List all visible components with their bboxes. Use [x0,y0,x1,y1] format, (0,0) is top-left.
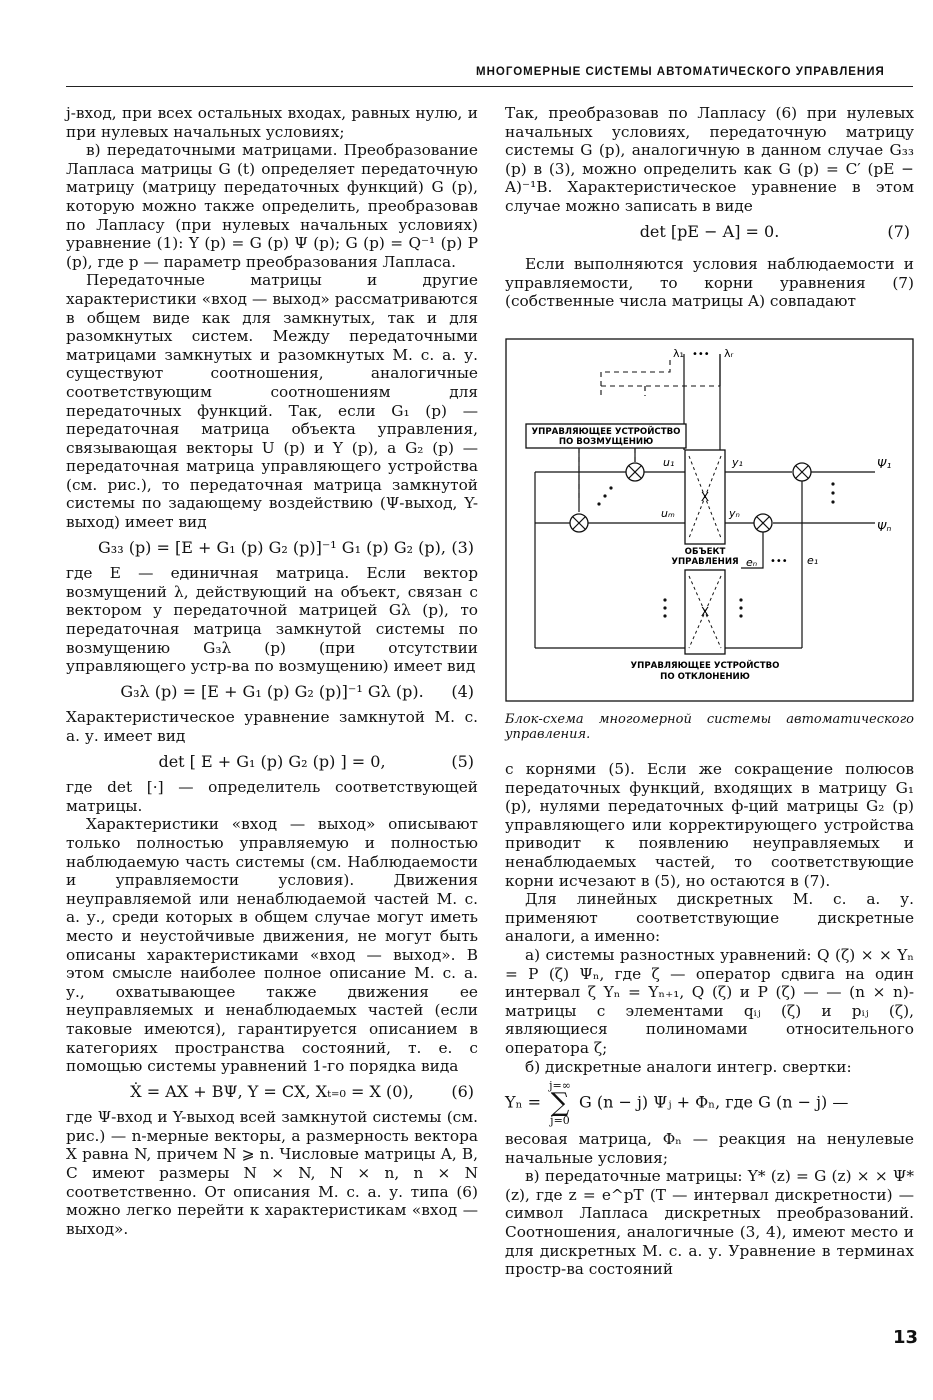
header-rule [66,86,913,87]
right-paragraph-7: весовая матрица, Φₙ — реакция на ненулевые начальные условия; [505,1130,914,1167]
left-paragraph-7: Характеристики «вход — выход» описывают только полностью управляемую и полностью наблюдаемую часть системы (см. Наблюдаемости и управляемости условия). Движения неуправляемой или ненаблюдаемой частей М. с. а. у., среди которых в общем случае могут иметь место и неустойчивые движения, не могут быть описаны характеристиками «вход — выход». В этом смысле наиболее полное описание М. с. а. у., охватывающее также движения ее неуправляемых и ненаблюдаемых частей (если таковые имеются), гарантируется описанием в категориях пространства состояний, т. е. с помощью системы уравнений 1-го порядка вида [66,815,478,1076]
sum-upper-limit: j=∞ [549,1079,571,1093]
feedforward-lines [579,448,635,512]
right-paragraph-4: Для линейных дискретных М. с. а. у. применяют соответствующие дискретные аналоги, а именно: [505,890,914,946]
left-paragraph-3: Передаточные матрицы и другие характеристики «вход — выход» рассматриваются в общем виде как для замкнутых, так и для разомкнутых систем. Между передаточными матрицами замкнутых и разомкнутых М. с. а. у. существуют соотношения, аналогичные соответствующим соотношениям для передаточных функций. Так, если G₁ (p) — передаточная матрица объекта управления, связывающая векторы U (p) и Y (p), а G₂ (p) — передаточная матрица управляющего устройства (см. рис.), то передаточная матрица замкнутой системы по задающему воздействию (Ψ-выход, Y-выход) имеет вид [66,271,478,532]
right-paragraph-3: с корнями (5). Если же сокращение полюсов передаточных функций, входящих в матрицу G₁ (p), нулями передаточных ф-ций матрицы G₂ (p) управляющего или корректирующего устройства приводит к появлению неуправляемых и ненаблюдаемых частей, то соответствующие корни исчезают в (5), но остаются в (7). [505,760,914,890]
right-column-bottom [505,760,914,1279]
right-paragraph-2: Если выполняются условия наблюдаемости и управляемости, то корни уравнения (7) (собственные числа матрицы A) совпадают [505,255,914,311]
block-diagram [505,338,914,702]
left-paragraph-5: Характеристическое уравнение замкнутой М. с. а. у. имеет вид [66,708,478,745]
running-head: МНОГОМЕРНЫЕ СИСТЕМЫ АВТОМАТИЧЕСКОГО УПРАВЛЕНИЯ [476,66,885,78]
right-column-top [505,104,914,311]
sum-symbol [549,1080,571,1126]
formula-4-number: (4) [451,681,474,701]
right-paragraph-5: а) системы разностных уравнений: Q (ζ) × × Yₙ = P (ζ) Ψₙ, где ζ — оператор сдвига на один интервал ζ Yₙ = Yₙ₊₁, Q (ζ) и P (ζ) — — (n × n)-матрицы с элементами qᵢⱼ (ζ) и pᵢⱼ (ζ), являющиеся полиномами относительного оператора ζ; [505,945,914,1057]
disturbance-dashed-lines [601,360,720,396]
formula-3-number: (3) [451,537,474,557]
right-paragraph-1: Так, преобразовав по Лапласу (6) при нулевых начальных условиях, передаточную матрицу системы G (p), аналогичную в данном случае G₃₃ (p) в (3), можно определить как G (p) = C′ (pE − A)⁻¹B. Характеристическое уравнение в этом случае можно записать в виде [505,104,914,215]
left-column [66,104,478,1238]
figure-caption: Блок-схема многомерной системы автоматического управления. [505,712,914,742]
left-paragraph-8: где Ψ-вход и Y-выход всей замкнутой системы (см. рис.) — n-мерные векторы, а размерность вектора X равна N, причем N ⩾ n. Числовые матрицы A, B, C имеют размеры N × N, N × n, n × N соответственно. От описания М. с. а. у. типа (6) можно легко перейти к характеристикам «вход — выход». [66,1108,478,1238]
formula-6-expr: Ẋ = AX + BΨ, Y = CX, Xₜ₌₀ = X (0), [130,1081,414,1101]
deviation-controller-label-2: ПО ОТКЛОНЕНИЮ [660,672,750,682]
object-label-1: ОБЪЕКТ [684,547,726,557]
psin-label: Ψₙ [877,520,892,534]
formula-5-expr: det [ E + G₁ (p) G₂ (p) ] = 0, [158,751,386,771]
object-label-2: УПРАВЛЕНИЯ [671,557,739,567]
formula-3-expr: G₃₃ (p) = [E + G₁ (p) G₂ (p)]⁻¹ G₁ (p) G₂ (p), [98,537,446,557]
disturbance-controller-label-2: ПО ВОЗМУЩЕНИЮ [558,437,654,447]
formula-4-expr: G₃λ (p) = [E + G₁ (p) G₂ (p)]⁻¹ Gλ (p). [120,681,424,701]
formula-7-expr: det [pE − A] = 0. [639,221,780,241]
um-label: uₘ [661,507,675,520]
sum-lower-limit: j=0 [550,1114,570,1128]
page-number: 13 [893,1327,919,1348]
left-paragraph-4: где E — единичная матрица. Если вектор возмущений λ, действующий на объект, связан с вектором y передаточной матрицей Gλ (p), то передаточная матрица замкнутой системы по возмущению G₃λ (p) (при отсутствии управляющего устр-ва по возмущению) имеет вид [66,564,478,676]
left-paragraph-1: j-вход, при всех остальных входах, равных нулю, и при нулевых начальных условиях; [66,104,478,141]
sigma-glyph: ∑ [550,1088,570,1119]
formula-3 [66,539,478,558]
controller-x-label: X [700,605,710,619]
convolution-lhs: Yₙ = [505,1092,541,1112]
disturbance-lines [684,354,720,450]
formula-6 [66,1083,478,1102]
yn-label: yₙ [729,507,740,520]
formula-6-number: (6) [451,1081,474,1101]
deviation-controller-label-1: УПРАВЛЯЮЩЕЕ УСТРОЙСТВО [630,661,780,671]
left-paragraph-6: где det [·] — определитель соответствующей матрицы. [66,778,478,815]
lambdar-label: λᵣ [724,347,734,360]
lambda1-label: λ₁ [673,347,684,360]
formula-7 [505,223,914,242]
y1-label: y₁ [732,456,743,469]
convolution-rhs: G (n − j) Ψⱼ + Φₙ, где G (n − j) — [578,1092,849,1112]
lambda-dots: ••• [692,349,710,360]
e1-label: e₁ [807,554,819,567]
u1-label: u₁ [663,456,675,469]
formula-4 [66,683,478,702]
formula-5 [66,753,478,772]
formula-7-number: (7) [887,221,910,241]
right-paragraph-8: в) передаточные матрицы: Y* (z) = G (z) × × Ψ* (z), где z = e^pT (T — интервал дискретности) — символ Лапласа дискретных преобразований. Соотношения, аналогичные (3, 4), имеют место и для дискретных М. с. а. у. Уравнение в терминах простр-ва состояний [505,1167,914,1279]
right-paragraph-6: б) дискретные аналоги интегр. свертки: [525,1057,852,1076]
error-dots: ••• [770,556,788,567]
left-summer-crosses [573,466,641,529]
formula-5-number: (5) [451,751,474,771]
left-paragraph-2: в) передаточными матрицами. Преобразование Лапласа матрицы G (t) определяет передаточную матрицу (матрицу передаточных функций) G (p), которую можно также определить, преобразовав по Лапласу (при нулевых начальных условиях) уравнение (1): Y (p) = G (p) Ψ (p); G (p) = Q⁻¹ (p) P (p), где p — параметр преобразования Лапласа. [66,141,478,271]
psi1-label: Ψ₁ [877,457,892,471]
object-x-label: X [700,490,710,504]
formula-convolution [505,1080,914,1126]
disturbance-controller-label-1: УПРАВЛЯЮЩЕЕ УСТРОЙСТВО [531,427,681,437]
en-label: eₙ [746,556,758,569]
